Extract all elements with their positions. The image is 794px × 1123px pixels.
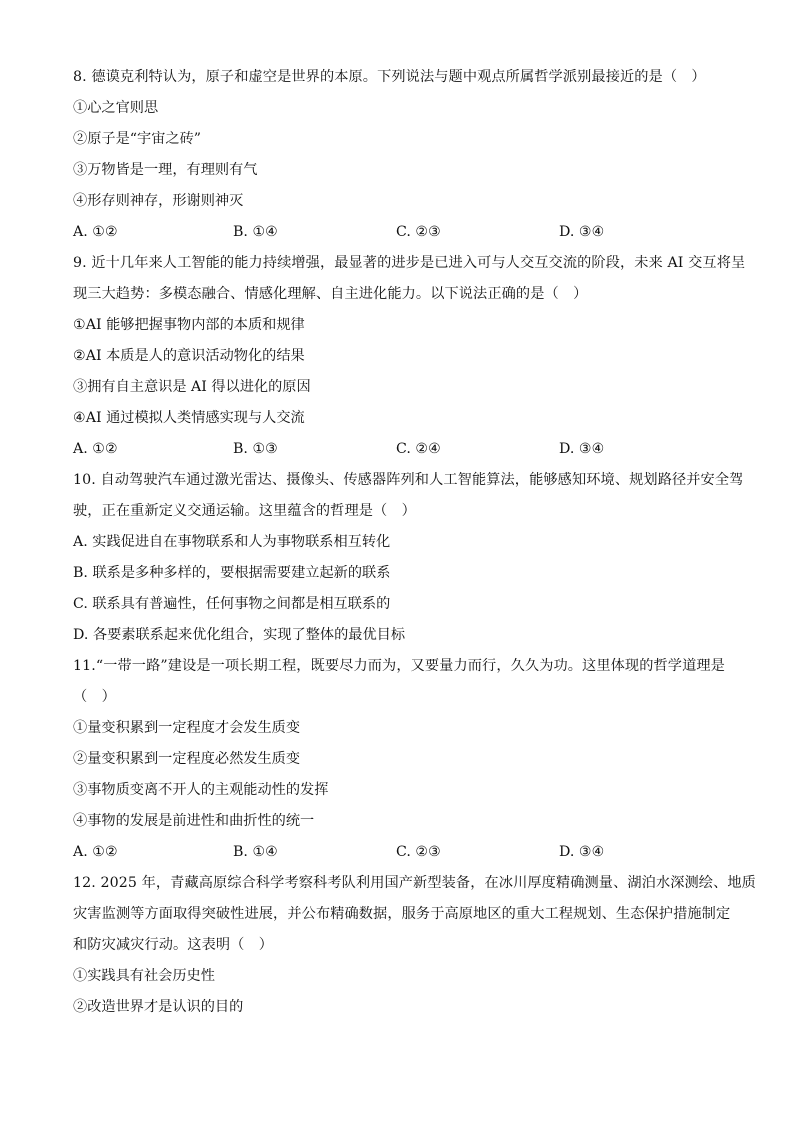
question-12-stem-line-2: 灾害监测等方面取得突破性进展，并公布精确数据，服务于高原地区的重大工程规划、生态保护措施制定 — [73, 906, 731, 922]
question-11-option-b[interactable]: B. ①④ — [233, 844, 278, 860]
question-10 — [73, 465, 744, 651]
question-10-option-a[interactable]: A. 实践促进自在事物联系和人为事物联系相互转化 — [73, 534, 391, 550]
question-8-statement-4: ④形存则神存，形谢则神灭 — [73, 193, 244, 209]
question-8-option-c[interactable]: C. ②③ — [396, 224, 441, 240]
question-8-option-b[interactable]: B. ①④ — [233, 224, 278, 240]
question-11 — [73, 651, 733, 868]
question-11-statement-4: ④事物的发展是前进性和曲折性的统一 — [73, 813, 315, 829]
question-9-statement-3: ③拥有自主意识是 AI 得以进化的原因 — [73, 379, 311, 395]
question-11-statement-3: ③事物质变离不开人的主观能动性的发挥 — [73, 782, 329, 798]
question-9-statement-4: ④AI 通过模拟人类情感实现与人交流 — [73, 410, 305, 426]
question-11-stem-line-1: 11.“一带一路”建设是一项长期工程，既要尽力而为，又要量力而行，久久为功。这里体现的哲学道理是 — [73, 658, 725, 674]
question-12-statement-1: ①实践具有社会历史性 — [73, 968, 215, 984]
question-9-stem-line-1: 9. 近十几年来人工智能的能力持续增强，最显著的进步是已进入可与人交互交流的阶段，未来 AI 交互将呈 — [73, 255, 746, 271]
question-9-statement-2: ②AI 本质是人的意识活动物化的结果 — [73, 348, 305, 364]
question-9-statement-1: ①AI 能够把握事物内部的本质和规律 — [73, 317, 305, 333]
question-11-options — [73, 837, 733, 868]
question-11-option-d[interactable]: D. ③④ — [559, 844, 605, 860]
question-9-option-a[interactable]: A. ①② — [73, 441, 118, 457]
question-9 — [73, 248, 746, 465]
question-11-option-c[interactable]: C. ②③ — [396, 844, 441, 860]
question-10-stem-line-2: 驶，正在重新定义交通运输。这里蕴含的哲理是（ ） — [73, 503, 416, 519]
question-8-statement-2: ②原子是“宇宙之砖” — [73, 131, 202, 147]
question-11-statement-1: ①量变积累到一定程度才会发生质变 — [73, 720, 301, 736]
question-11-stem-line-2: （ ） — [73, 689, 116, 705]
question-9-options — [73, 434, 733, 465]
question-9-stem-line-2: 现三大趋势：多模态融合、情感化理解、自主进化能力。以下说法正确的是（ ） — [73, 286, 588, 302]
exam-page — [73, 62, 756, 1023]
question-11-statement-2: ②量变积累到一定程度必然发生质变 — [73, 751, 301, 767]
question-8-option-a[interactable]: A. ①② — [73, 224, 118, 240]
question-12-stem-line-1: 12. 2025 年，青藏高原综合科学考察科考队利用国产新型装备，在冰川厚度精确测量、湖泊水深测绘、地质 — [73, 875, 756, 891]
question-9-option-b[interactable]: B. ①③ — [233, 441, 278, 457]
question-12-stem-line-3: 和防灾减灾行动。这表明（ ） — [73, 937, 274, 953]
question-8-options — [73, 217, 733, 248]
question-8-option-d[interactable]: D. ③④ — [559, 224, 605, 240]
question-9-option-c[interactable]: C. ②④ — [396, 441, 441, 457]
question-8 — [73, 62, 733, 248]
question-11-option-a[interactable]: A. ①② — [73, 844, 118, 860]
question-9-option-d[interactable]: D. ③④ — [559, 441, 605, 457]
question-12-statement-2: ②改造世界才是认识的目的 — [73, 999, 244, 1015]
question-10-option-d[interactable]: D. 各要素联系起来优化组合，实现了整体的最优目标 — [73, 627, 406, 643]
question-8-statement-3: ③万物皆是一理，有理则有气 — [73, 162, 258, 178]
question-10-option-c[interactable]: C. 联系具有普遍性，任何事物之间都是相互联系的 — [73, 596, 391, 612]
question-10-stem-line-1: 10. 自动驾驶汽车通过激光雷达、摄像头、传感器阵列和人工智能算法，能够感知环境、规划路径并安全驾 — [73, 472, 744, 488]
question-10-option-b[interactable]: B. 联系是多种多样的，要根据需要建立起新的联系 — [73, 565, 391, 581]
question-12 — [73, 868, 756, 1023]
question-8-statement-1: ①心之官则思 — [73, 100, 159, 116]
question-8-stem: 8. 德谟克利特认为，原子和虚空是世界的本原。下列说法与题中观点所属哲学派别最接近的是（ ） — [73, 69, 706, 85]
